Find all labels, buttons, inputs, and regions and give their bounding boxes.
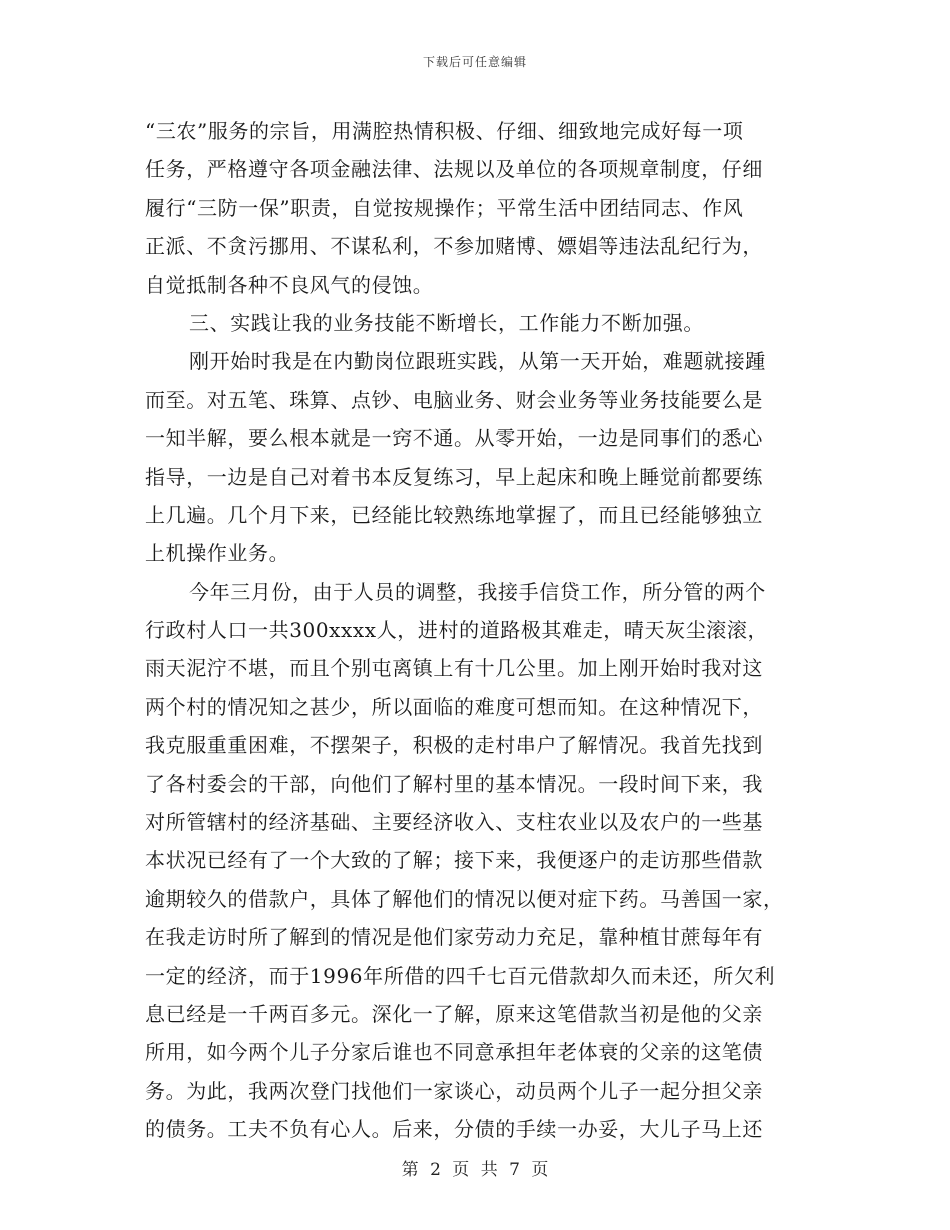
text-line: 务。为此，我两次登门找他们一家谈心，动员两个儿子一起分担父亲 [145, 1078, 763, 1103]
text-line: 自觉抵制各种不良风气的侵蚀。 [145, 272, 434, 297]
text-line: 两个村的情况知之甚少，所以面临的难度可想而知。在这种情况下， [145, 694, 763, 719]
text-line: “三农”服务的宗旨，用满腔热情积极、仔细、细致地完成好每一项 [145, 119, 744, 143]
text-line: 刚开始时我是在内勤岗位跟班实践，从第一天开始，难题就接踵 [189, 349, 766, 374]
text-line: 履行“三防一保”职责，自觉按规操作；平常生活中团结同志、作风 [145, 195, 744, 220]
text-line: 我克服重重困难，不摆架子，积极的走村串户了解情况。我首先找到 [145, 733, 763, 758]
text-line: 指导，一边是自己对着书本反复练习，早上起床和晚上睡觉前都要练 [145, 464, 763, 489]
text-line: 上机操作业务。 [145, 541, 290, 566]
text-line: 雨天泥泞不堪，而且个别屯离镇上有十几公里。加上刚开始时我对这 [145, 656, 763, 681]
text-line: 一知半解，要么根本就是一窍不通。从零开始，一边是同事们的悉心 [145, 426, 763, 451]
text-line: 所用，如今两个儿子分家后谁也不同意承担年老体衰的父亲的这笔债 [145, 1040, 763, 1065]
text-line: 任务，严格遵守各项金融法律、法规以及单位的各项规章制度，仔细 [145, 157, 763, 182]
text-line: 本状况已经有了一个大致的了解；接下来，我便逐户的走访那些借款 [145, 848, 763, 873]
document-body [145, 112, 805, 1149]
text-line: 而至。对五笔、珠算、点钞、电脑业务、财会业务等业务技能要么是 [145, 387, 763, 412]
text-line: 逾期较久的借款户，具体了解他们的情况以便对症下药。马善国一家， [145, 886, 784, 911]
text-line: 行政村人口一共300xxxx人，进村的道路极其难走，晴天灰尘滚滚， [145, 618, 769, 643]
text-line: 上几遍。几个月下来，已经能比较熟练地掌握了，而且已经能够独立 [145, 502, 763, 527]
text-line: 今年三月份，由于人员的调整，我接手信贷工作，所分管的两个 [189, 579, 766, 604]
text-line: 对所管辖村的经济基础、主要经济收入、支柱农业以及农户的一些基 [145, 810, 763, 835]
text-line: 了各村委会的干部，向他们了解村里的基本情况。一段时间下来，我 [145, 771, 763, 796]
text-line: 的债务。工夫不负有心人。后来，分债的手续一办妥，大儿子马上还 [145, 1117, 763, 1142]
text-line: 一定的经济，而于1996年所借的四千七百元借款却久而未还，所欠利 [145, 963, 776, 988]
page-header: 下载后可任意编辑 [422, 55, 527, 69]
text-line: 在我走访时所了解到的情况是他们家劳动力充足，靠种植甘蔗每年有 [145, 925, 763, 950]
text-line: 正派、不贪污挪用、不谋私利，不参加赌博、嫖娼等违法乱纪行为， [145, 234, 763, 259]
section-heading: 三、实践让我的业务技能不断增长，工作能力不断加强。 [189, 310, 704, 335]
page-number-footer: 第 2 页 共 7 页 [401, 1160, 549, 1180]
text-line: 息已经是一千两百多元。深化一了解，原来这笔借款当初是他的父亲 [145, 1001, 763, 1026]
